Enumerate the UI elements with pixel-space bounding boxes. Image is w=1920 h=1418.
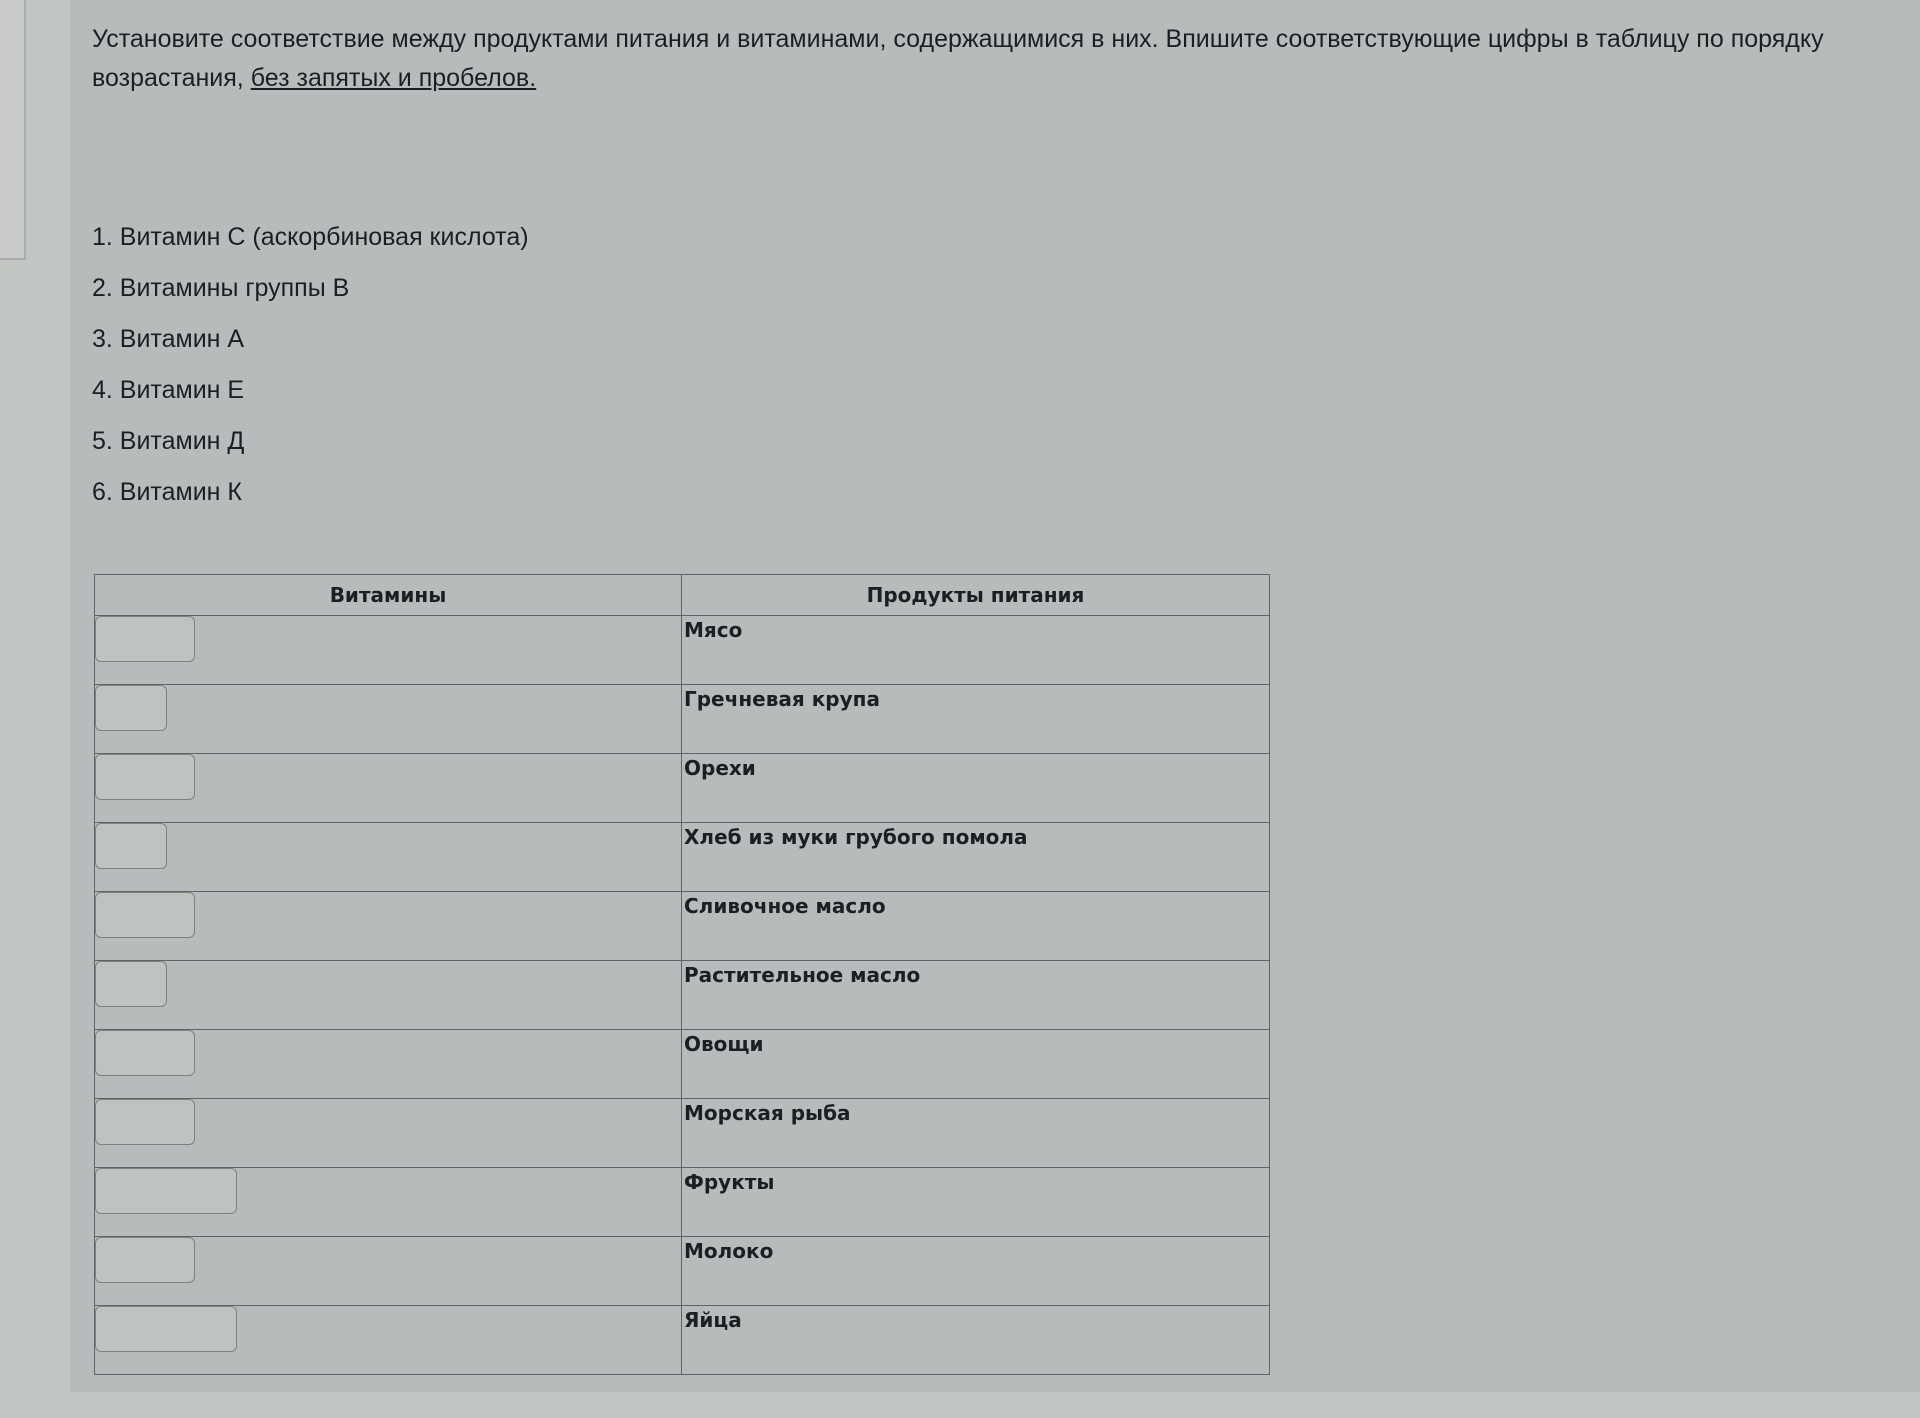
question-emphasis: без запятых и пробелов. <box>250 64 537 92</box>
vitamin-option: 6. Витамин К <box>92 478 242 506</box>
answer-cell <box>95 1030 682 1099</box>
question-main: Установите соответствие между продуктами питания и витаминами, содержащимися в них. Впишите соответствующие цифры в таблицу по порядку <box>92 25 1824 53</box>
answer-cell <box>95 754 682 823</box>
answer-cell <box>95 961 682 1030</box>
table-row <box>95 1030 1270 1099</box>
product-cell: Растительное масло <box>682 961 1270 1030</box>
header-products: Продукты питания <box>682 575 1270 616</box>
answer-cell <box>95 892 682 961</box>
product-cell: Молоко <box>682 1237 1270 1306</box>
answer-input[interactable] <box>95 616 195 662</box>
product-cell: Морская рыба <box>682 1099 1270 1168</box>
product-cell: Орехи <box>682 754 1270 823</box>
answer-input[interactable] <box>95 823 167 869</box>
answer-cell <box>95 616 682 685</box>
answer-input[interactable] <box>95 685 167 731</box>
vitamin-option: 1. Витамин С (аскорбиновая кислота) <box>92 223 529 251</box>
table-row <box>95 1168 1270 1237</box>
table-row <box>95 616 1270 685</box>
answer-input[interactable] <box>95 1306 237 1352</box>
product-cell: Гречневая крупа <box>682 685 1270 754</box>
table-row <box>95 1306 1270 1375</box>
vitamin-option: 4. Витамин Е <box>92 376 245 404</box>
table-row <box>95 892 1270 961</box>
vitamin-option: 5. Витамин Д <box>92 427 245 455</box>
answer-cell <box>95 1168 682 1237</box>
table-row <box>95 685 1270 754</box>
answer-input[interactable] <box>95 961 167 1007</box>
table-row <box>95 1099 1270 1168</box>
product-cell: Хлеб из муки грубого помола <box>682 823 1270 892</box>
header-vitamins: Витамины <box>95 575 682 616</box>
product-cell: Сливочное масло <box>682 892 1270 961</box>
answer-cell <box>95 1237 682 1306</box>
answer-input[interactable] <box>95 1099 195 1145</box>
product-cell: Овощи <box>682 1030 1270 1099</box>
vitamin-option: 2. Витамины группы В <box>92 274 350 302</box>
answer-input[interactable] <box>95 754 195 800</box>
answer-input[interactable] <box>95 892 195 938</box>
table-row <box>95 823 1270 892</box>
answer-cell <box>95 1306 682 1375</box>
answer-input[interactable] <box>95 1168 237 1214</box>
answer-cell <box>95 685 682 754</box>
matching-table <box>94 574 1270 1375</box>
product-cell: Фрукты <box>682 1168 1270 1237</box>
table-row <box>95 961 1270 1030</box>
left-rail <box>0 0 26 260</box>
answer-input[interactable] <box>95 1237 195 1283</box>
answer-input[interactable] <box>95 1030 195 1076</box>
product-cell: Мясо <box>682 616 1270 685</box>
table-header-row <box>95 575 1270 616</box>
question-line2: возрастания, <box>92 64 244 92</box>
question-text <box>92 20 1920 98</box>
table-row <box>95 1237 1270 1306</box>
table-row <box>95 754 1270 823</box>
answer-cell <box>95 823 682 892</box>
vitamin-option: 3. Витамин А <box>92 325 245 353</box>
vitamin-options-list <box>92 212 529 518</box>
product-cell: Яйца <box>682 1306 1270 1375</box>
answer-cell <box>95 1099 682 1168</box>
